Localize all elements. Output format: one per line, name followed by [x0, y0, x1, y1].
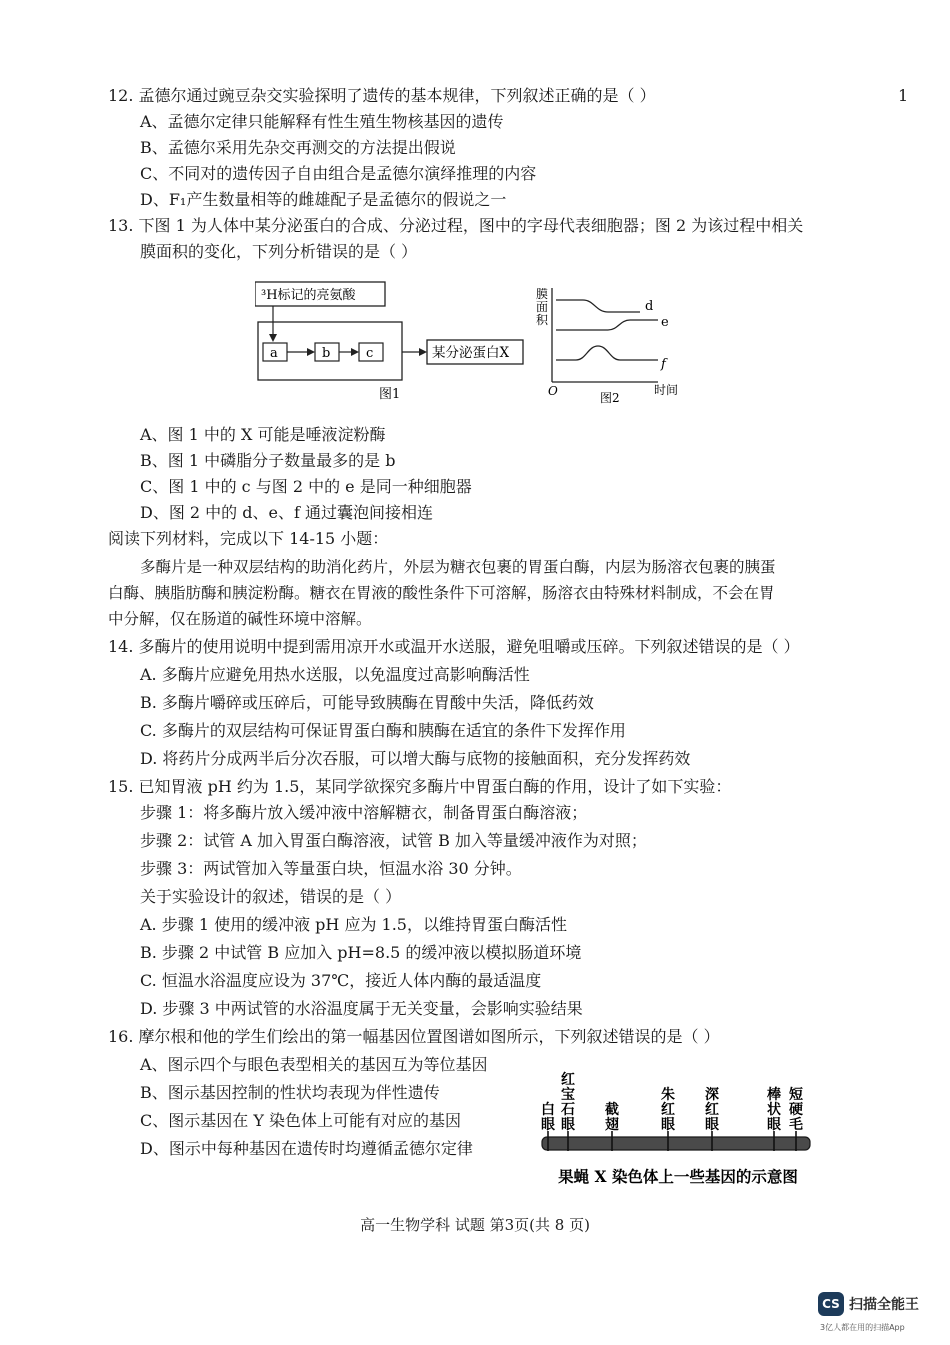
question-12-option-d: D、F₁产生数量相等的雌雄配子是孟德尔的假说之一 [140, 190, 507, 209]
gene-label-5: 深红眼 [705, 1087, 719, 1133]
arrowhead-down [269, 334, 277, 342]
reading-intro: 阅读下列材料，完成以下 14-15 小题： [108, 529, 389, 548]
x-chromosome-bar [542, 1137, 810, 1150]
arrowhead-b-to-c [351, 348, 359, 356]
scanner-watermark [818, 1292, 943, 1337]
question-12-option-a: A、孟德尔定律只能解释有性生殖生物核基因的遗传 [140, 112, 504, 131]
question-15-ask: 关于实验设计的叙述，错误的是（ ） [140, 887, 402, 906]
question-15-stem: 15. 已知胃液 pH 约为 1.5，某同学欲探究多酶片中胃蛋白酶的作用，设计了如下实验： [108, 777, 732, 796]
question-12-option-b: B、孟德尔采用先杂交再测交的方法提出假说 [140, 138, 456, 157]
question-14-option-a: A. 多酶片应避免用热水送服，以免温度过高影响酶活性 [140, 665, 530, 684]
question-16-stem: 16. 摩尔根和他的学生们绘出的第一幅基因位置图谱如图所示，下列叙述错误的是（ ） [108, 1027, 720, 1046]
question-13-stem-line2: 膜面积的变化，下列分析错误的是（ ） [140, 242, 418, 261]
gene-label-6: 棒状眼 [767, 1087, 781, 1133]
question-13-option-c: C、图 1 中的 c 与图 2 中的 e 是同一种细胞器 [140, 477, 472, 496]
question-13-stem-line1: 13. 下图 1 为人体中某分泌蛋白的合成、分泌过程，图中的字母代表细胞器；图 2 为该过程中相关 [108, 216, 804, 235]
reading-paragraph-line2: 白酶、胰脂肪酶和胰淀粉酶。糖衣在胃液的酸性条件下可溶解，肠溶衣由特殊材料制成，不会在胃 [108, 584, 775, 602]
question-14-option-c: C. 多酶片的双层结构可保证胃蛋白酶和胰酶在适宜的条件下发挥作用 [140, 721, 626, 740]
question-14-option-b: B. 多酶片嚼碎或压碎后，可能导致胰酶在胃酸中失活，降低药效 [140, 693, 594, 712]
y-axis-char-3: 积 [536, 313, 549, 327]
origin-label: O [548, 384, 558, 398]
scanner-logo: CS [818, 1292, 844, 1316]
question-13-option-d: D、图 2 中的 d、e、f 通过囊泡间接相连 [140, 503, 433, 522]
question-14-option-d: D. 将药片分成两半后分次吞服，可以增大酶与底物的接触面积，充分发挥药效 [140, 749, 691, 768]
arrowhead-to-protein [419, 348, 427, 356]
question-15-step2: 步骤 2：试管 A 加入胃蛋白酶溶液，试管 B 加入等量缓冲液作为对照； [140, 831, 647, 850]
figure-2-caption: 图2 [600, 391, 620, 405]
question-15-step3: 步骤 3：两试管加入等量蛋白块，恒温水浴 30 分钟。 [140, 859, 522, 878]
figure-1-caption: 图1 [379, 387, 401, 402]
curve-f-label: f [661, 357, 666, 372]
curve-e-label: e [661, 315, 669, 330]
question-16-option-a: A、图示四个与眼色表型相关的基因互为等位基因 [140, 1055, 488, 1074]
organelle-c-label: c [366, 346, 374, 361]
gene-label-4: 朱红眼 [661, 1087, 675, 1133]
reading-paragraph-line3: 中分解，仅在肠道的碱性环境中溶解。 [108, 610, 372, 628]
question-16-option-c: C、图示基因在 Y 染色体上可能有对应的基因 [140, 1111, 461, 1130]
question-16-option-b: B、图示基因控制的性状均表现为伴性遗传 [140, 1083, 440, 1102]
question-16-option-d: D、图示中每种基因在遗传时均遵循孟德尔定律 [140, 1139, 473, 1158]
question-12-option-c: C、不同对的遗传因子自由组合是孟德尔演绎推理的内容 [140, 164, 537, 183]
scanner-app-name: 扫描全能王 [849, 1297, 919, 1313]
arrowhead-a-to-b [307, 348, 315, 356]
reading-paragraph-line1: 多酶片是一种双层结构的助消化药片，外层为糖衣包裹的胃蛋白酶，内层为肠溶衣包裹的胰蛋 [140, 558, 776, 576]
organelle-a-label: a [270, 346, 278, 361]
curve-d [556, 300, 640, 312]
scanner-tagline: 3亿人都在用的扫描App [820, 1323, 905, 1332]
x-chromosome-gene-map [528, 1055, 828, 1190]
question-15-option-a: A. 步骤 1 使用的缓冲液 pH 应为 1.5，以维持胃蛋白酶活性 [140, 915, 567, 934]
y-axis-char-1: 膜 [536, 287, 549, 301]
curve-e [556, 320, 658, 330]
gene-label-1: 白眼 [541, 1102, 555, 1133]
gene-label-2: 红宝石眼 [561, 1072, 575, 1133]
chromosome-caption: 果蝇 X 染色体上一些基因的示意图 [558, 1167, 798, 1186]
question-15-option-c: C. 恒温水浴温度应设为 37℃，接近人体内酶的最适温度 [140, 971, 542, 990]
figure-1-secretion-diagram [255, 280, 535, 405]
page-footer: 高一生物学科 试题 第3页(共 8 页) [360, 1216, 590, 1234]
figure-2-membrane-area-graph [528, 282, 698, 412]
question-15-option-b: B. 步骤 2 中试管 B 应加入 pH=8.5 的缓冲液以模拟肠道环境 [140, 943, 582, 962]
leucine-source-label: ³H标记的亮氨酸 [261, 288, 356, 303]
question-15-option-d: D. 步骤 3 中两试管的水浴温度属于无关变量，会影响实验结果 [140, 999, 583, 1018]
secreted-protein-label: 某分泌蛋白X [432, 345, 510, 361]
question-13-option-a: A、图 1 中的 X 可能是唾液淀粉酶 [140, 425, 386, 444]
question-12-stem: 12. 孟德尔通过豌豆杂交实验探明了遗传的基本规律，下列叙述正确的是（ ） [108, 86, 656, 105]
question-14-stem: 14. 多酶片的使用说明中提到需用凉开水或温开水送服，避免咀嚼或压碎。下列叙述错误的是（ ） [108, 637, 800, 656]
page-number-mark: 1 [898, 86, 909, 105]
y-axis-char-2: 面 [536, 300, 549, 314]
gene-label-7: 短硬毛 [789, 1087, 803, 1133]
organelle-b-label: b [322, 346, 331, 361]
question-15-step1: 步骤 1：将多酶片放入缓冲液中溶解糖衣，制备胃蛋白酶溶液； [140, 803, 588, 822]
curve-f [556, 346, 658, 360]
x-axis-label: 时间 [654, 383, 679, 397]
gene-label-3: 截翅 [605, 1102, 619, 1133]
question-13-option-b: B、图 1 中磷脂分子数量最多的是 b [140, 451, 396, 470]
curve-d-label: d [645, 299, 654, 314]
